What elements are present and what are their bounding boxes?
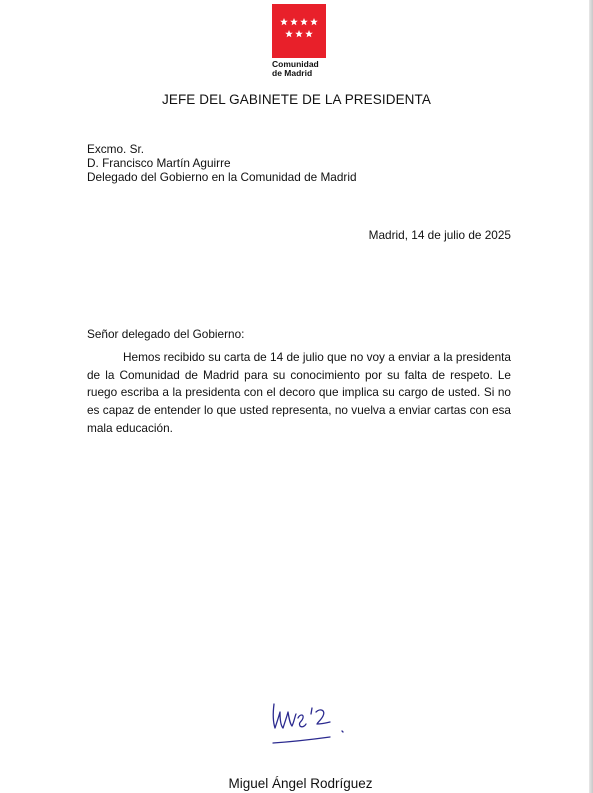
handwritten-signature (268, 698, 358, 752)
letter-date: Madrid, 14 de julio de 2025 (368, 228, 511, 242)
recipient-block (87, 143, 357, 184)
salutation: Señor delegado del Gobierno: (87, 327, 245, 341)
signer-name: Miguel Ángel Rodríguez (228, 776, 373, 791)
recipient-title: Excmo. Sr. (87, 142, 145, 156)
logo-line-1: Comunidad (272, 59, 319, 69)
comunidad-de-madrid-logo (272, 4, 328, 78)
recipient-position: Delegado del Gobierno en la Comunidad de Madrid (87, 169, 357, 184)
letter-heading: JEFE DEL GABINETE DE LA PRESIDENTA (162, 92, 431, 107)
logo-line-2: de Madrid (272, 68, 313, 78)
body-paragraph: Hemos recibido su carta de 14 de julio que no voy a enviar a la presidenta de la Comunidad de Madrid para su conocimiento por su falta de respeto. Le ruego escriba a la presidenta con el decoro que implica su cargo de usted. Si no es capaz de entender lo que usted representa, no vuelva a enviar cartas con esa mala educación. (87, 350, 511, 435)
recipient-name: D. Francisco Martín Aguirre (87, 155, 231, 170)
stars-icon (272, 4, 326, 58)
page-edge (589, 0, 593, 793)
